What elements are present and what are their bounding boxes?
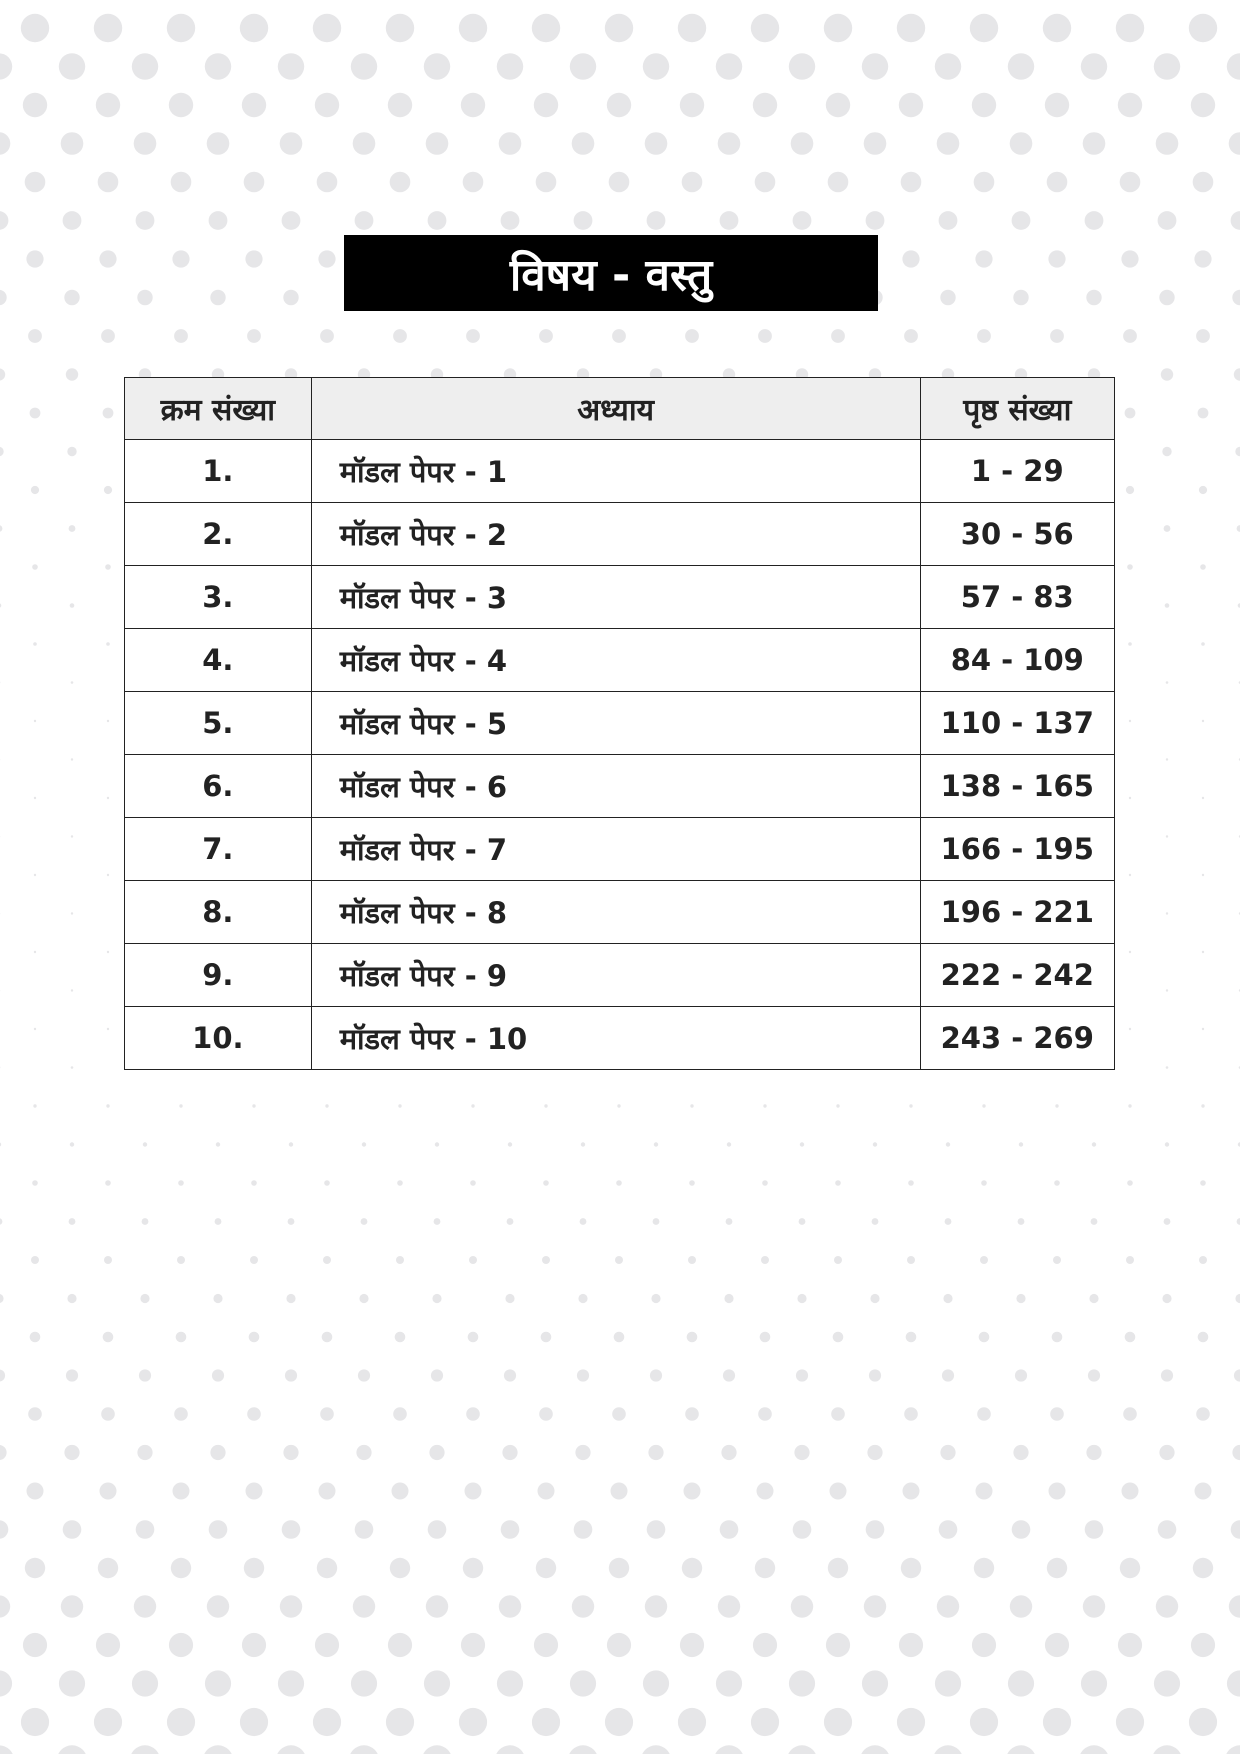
header-page-number: पृष्ठ संख्या xyxy=(920,378,1114,440)
table-row xyxy=(125,818,1115,881)
header-chapter: अध्याय xyxy=(311,378,920,440)
page-range: 138 - 165 xyxy=(920,755,1114,818)
page-range: 110 - 137 xyxy=(920,692,1114,755)
page-range: 1 - 29 xyxy=(920,440,1114,503)
contents-table xyxy=(124,377,1115,1070)
serial-number: 8. xyxy=(125,881,312,944)
header-serial-number: क्रम संख्या xyxy=(125,378,312,440)
page-range: 222 - 242 xyxy=(920,944,1114,1007)
chapter-title: मॉडल पेपर - 3 xyxy=(311,566,920,629)
page-range: 30 - 56 xyxy=(920,503,1114,566)
chapter-title: मॉडल पेपर - 6 xyxy=(311,755,920,818)
table-row xyxy=(125,755,1115,818)
page-range: 166 - 195 xyxy=(920,818,1114,881)
chapter-title: मॉडल पेपर - 8 xyxy=(311,881,920,944)
table-row xyxy=(125,629,1115,692)
chapter-title: मॉडल पेपर - 2 xyxy=(311,503,920,566)
serial-number: 6. xyxy=(125,755,312,818)
serial-number: 10. xyxy=(125,1007,312,1070)
table-row xyxy=(125,944,1115,1007)
page-range: 84 - 109 xyxy=(920,629,1114,692)
serial-number: 3. xyxy=(125,566,312,629)
chapter-title: मॉडल पेपर - 1 xyxy=(311,440,920,503)
chapter-title: मॉडल पेपर - 4 xyxy=(311,629,920,692)
serial-number: 7. xyxy=(125,818,312,881)
serial-number: 4. xyxy=(125,629,312,692)
chapter-title: मॉडल पेपर - 9 xyxy=(311,944,920,1007)
page-range: 57 - 83 xyxy=(920,566,1114,629)
table-row xyxy=(125,566,1115,629)
table-header-row xyxy=(125,378,1115,440)
page-title xyxy=(344,235,878,311)
chapter-title: मॉडल पेपर - 10 xyxy=(311,1007,920,1070)
table-row xyxy=(125,692,1115,755)
table-row xyxy=(125,1007,1115,1070)
chapter-title: मॉडल पेपर - 5 xyxy=(311,692,920,755)
chapter-title: मॉडल पेपर - 7 xyxy=(311,818,920,881)
table-row xyxy=(125,881,1115,944)
serial-number: 9. xyxy=(125,944,312,1007)
page-title-text: विषय - वस्तु xyxy=(509,250,713,301)
page-range: 243 - 269 xyxy=(920,1007,1114,1070)
serial-number: 2. xyxy=(125,503,312,566)
table-row xyxy=(125,503,1115,566)
page-range: 196 - 221 xyxy=(920,881,1114,944)
serial-number: 5. xyxy=(125,692,312,755)
serial-number: 1. xyxy=(125,440,312,503)
table-row xyxy=(125,440,1115,503)
